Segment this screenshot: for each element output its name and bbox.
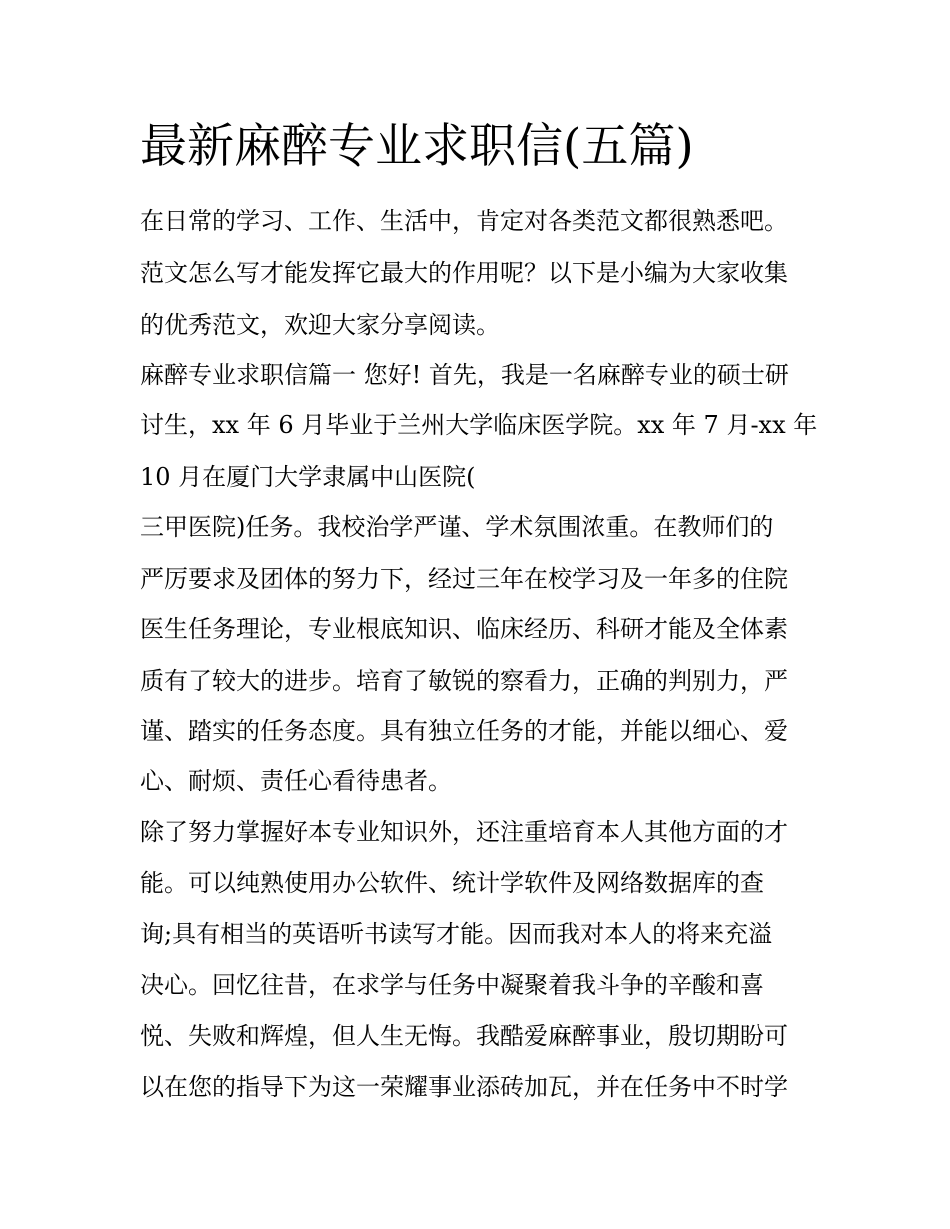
paragraph-line: 除了努力掌握好本专业知识外，还注重培育本人其他方面的才 xyxy=(140,818,788,846)
paragraph-line: 询;具有相当的英语听书读写才能。因而我对本人的将来充溢 xyxy=(140,920,773,948)
paragraph-line: 谨、踏实的任务态度。具有独立任务的才能，并能以细心、爱 xyxy=(140,717,788,745)
paragraph-line: 三甲医院)任务。我校治学严谨、学术氛围浓重。在教师们的 xyxy=(140,513,774,541)
paragraph-line: 心、耐烦、责任心看待患者。 xyxy=(140,767,452,795)
paragraph-line: 能。可以纯熟使用办公软件、统计学软件及网络数据库的查 xyxy=(140,869,764,897)
paragraph-line: 在日常的学习、工作、生活中，肯定对各类范文都很熟悉吧。 xyxy=(140,207,788,235)
paragraph-line: 医生任务理论，专业根底知识、临床经历、科研才能及全体素 xyxy=(140,615,788,643)
paragraph-line: 质有了较大的进步。培育了敏锐的察看力，正确的判别力，严 xyxy=(140,667,788,695)
paragraph-line: 悦、失败和辉煌，但人生无悔。我酷爱麻醉事业，殷切期盼可 xyxy=(140,1022,788,1050)
paragraph-line: 讨生，xx 年 6 月毕业于兰州大学临床医学院。xx 年 7 月-xx 年 xyxy=(140,411,818,439)
paragraph-line: 严厉要求及团体的努力下，经过三年在校学习及一年多的住院 xyxy=(140,565,788,593)
document-title: 最新麻醉专业求职信(五篇) xyxy=(140,119,694,174)
paragraph-line: 麻醉专业求职信篇一 您好! 首先，我是一名麻醉专业的硕士研 xyxy=(140,361,789,389)
paragraph-line: 的优秀范文，欢迎大家分享阅读。 xyxy=(140,311,500,339)
paragraph-line: 范文怎么写才能发挥它最大的作用呢？以下是小编为大家收集 xyxy=(140,259,788,287)
paragraph-line: 以在您的指导下为这一荣耀事业添砖加瓦，并在任务中不时学 xyxy=(140,1073,788,1101)
paragraph-line: 10 月在厦门大学隶属中山医院( xyxy=(140,463,476,491)
paragraph-line: 决心。回忆往昔，在求学与任务中凝聚着我斗争的辛酸和喜 xyxy=(140,971,764,999)
